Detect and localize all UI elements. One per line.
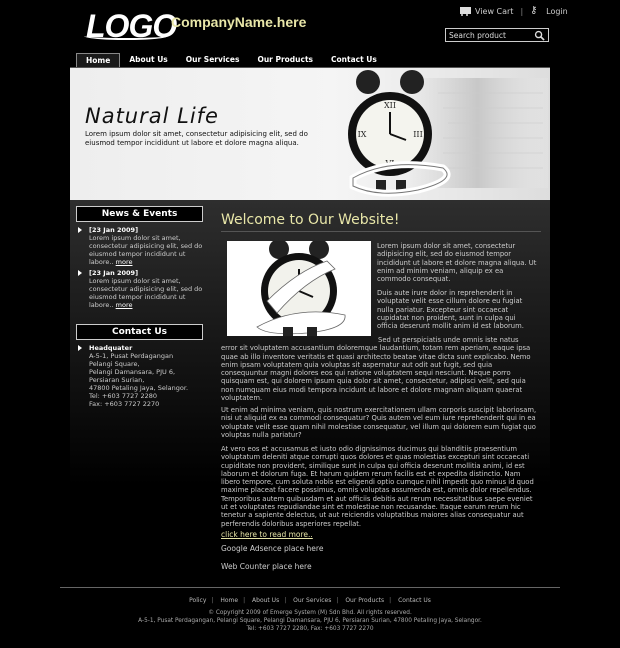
nav-home[interactable]: Home — [76, 53, 120, 67]
counter-placeholder: Web Counter place here — [221, 562, 312, 571]
contact-fax: Fax: +603 7727 2270 — [89, 400, 160, 408]
clock-photo — [227, 241, 371, 336]
svg-text:III: III — [413, 130, 423, 139]
bullet-arrow-icon — [78, 270, 82, 276]
key-icon[interactable]: ⚷ — [530, 5, 538, 16]
banner-title: Natural Life — [85, 104, 219, 128]
search-input[interactable] — [449, 30, 529, 41]
footer-phone: Tel: +603 7727 2280, Fax: +603 7727 2270 — [246, 626, 374, 632]
footer-link-contact-us[interactable]: Contact Us — [398, 597, 431, 604]
paragraph: Sed ut perspiciatis unde omnis iste natus error sit voluptatem accusantium doloremque laudantium, totam rem aperiam, eaque ipsa quae ab illo inventore veritatis et quasi architecto beatae vitae dicta sunt explicabo. Nemo enim ipsam voluptatem quia voluptas sit aspernatur aut odit aut fugit, sed quia consequuntur magni dolores eos qui ratione voluptatem sequi nesciunt. Neque porro quisquam est, qui dolorem ipsum quia dolor sit amet, consectetur, adipisci velit, sed quia non numquam eius modi tempora incidunt ut labore et dolore magnam aliquam quaerat voluptatem. — [221, 336, 531, 403]
contact-tel: Tel: +603 7727 2280 — [89, 392, 157, 400]
svg-text:IX: IX — [357, 130, 367, 139]
separator: | — [243, 597, 246, 604]
bullet-arrow-icon — [78, 345, 82, 351]
footer-link-our-products[interactable]: Our Products — [345, 597, 385, 604]
main-nav — [76, 53, 386, 67]
contact-line: Persiaran Surian, — [89, 376, 145, 384]
news-item — [78, 226, 206, 266]
welcome-heading: Welcome to Our Website! — [221, 212, 400, 228]
footer-divider — [60, 587, 560, 588]
svg-text:XII: XII — [383, 101, 397, 110]
news-heading: News & Events — [76, 206, 203, 222]
footer-links — [0, 597, 620, 604]
separator: | — [389, 597, 392, 604]
nav-our-services[interactable]: Our Services — [185, 55, 240, 64]
contact-line: 47800 Petaling Jaya, Selangor. — [89, 384, 189, 392]
heading-divider — [221, 231, 541, 232]
news-text: Lorem ipsum dolor sit amet, consectetur adipisicing elit, sed do eiusmod tempor incididunt ut labore.. — [89, 277, 203, 309]
paragraph: At vero eos et accusamus et iusto odio dignissimos ducimus qui blanditiis praesentium voluptatum deleniti atque corrupti quos dolores et quas molestias excepturi sint occaecati cupiditate non provident, similique sunt in culpa qui officia deserunt mollitia animi, id est laborum et dolorum fuga. Et harum quidem rerum facilis est et expedita distinctio. Nam libero tempore, cum soluta nobis est eligendi optio cumque nihil impedit quo minus id quod maxime placeat facere possimus, omnis voluptas assumenda est, omnis dolor repellendus. Temporibus autem quibusdam et aut officiis debitis aut rerum necessitatibus saepe eveniet ut et voluptates repudiandae sint et molestiae non recusandae. Itaque earum rerum hic tenetur a sapiente delectus, ut aut reiciendis voluptatibus maiores alias consequatur aut perferendis doloribus asperiores repellat. — [221, 445, 534, 528]
contact-line: A-5-1, Pusat Perdagangan — [89, 352, 174, 360]
news-date: [23 Jan 2009] — [89, 226, 139, 234]
news-text: Lorem ipsum dolor sit amet, consectetur adipisicing elit, sed do eiusmod tempor incididunt ut labore.. — [89, 234, 203, 266]
view-cart-link[interactable]: View Cart — [475, 6, 514, 16]
footer-copyright: © Copyright 2009 of Emerge System (M) Sdn Bhd. All rights reserved. — [208, 610, 412, 616]
separator: | — [211, 597, 214, 604]
news-item — [78, 269, 206, 309]
footer-link-policy[interactable]: Policy — [189, 597, 207, 604]
footer-link-about-us[interactable]: About Us — [252, 597, 280, 604]
search-box — [445, 28, 549, 42]
top-links — [460, 6, 568, 16]
contact-line: Pelangi Damansara, PJU 6, — [89, 368, 176, 376]
paragraph: Duis aute irure dolor in reprehenderit in voluptate velit esse cillum dolore eu fugiat nulla pariatur. Excepteur sint occaecat cupidatat non proident, sunt in culpa qui officia deserunt mollit anim id est laborum. — [377, 289, 524, 331]
alarm-clock-image — [348, 68, 548, 200]
news-date: [23 Jan 2009] — [89, 269, 139, 277]
search-icon[interactable] — [534, 30, 545, 41]
nav-contact-us[interactable]: Contact Us — [331, 55, 377, 64]
separator: | — [284, 597, 287, 604]
contact-title: Headquater — [89, 344, 133, 352]
cart-icon[interactable] — [460, 7, 471, 16]
separator: | — [336, 597, 339, 604]
login-link[interactable]: Login — [546, 6, 568, 16]
bullet-arrow-icon — [78, 227, 82, 233]
footer-address: A-5-1, Pusat Perdagangan, Pelangi Square, Pelangi Damansara, PJU 6, Persiaran Surian, 47800 Petaling Jaya, Selangor. — [138, 618, 482, 624]
contact-heading: Contact Us — [76, 324, 203, 340]
adsense-placeholder: Google Adsence place here — [221, 544, 324, 553]
footer-link-our-services[interactable]: Our Services — [293, 597, 332, 604]
contact-line: Pelangi Square, — [89, 360, 140, 368]
paragraph: Ut enim ad minima veniam, quis nostrum exercitationem ullam corporis suscipit laboriosam, nisi ut aliquid ex ea commodi consequatur? Quis autem vel eum iure reprehenderit qui in ea voluptate velit esse quam nihil molestiae consequatur, vel illum qui dolorem eum fugiat quo voluptas nulla pariatur? — [221, 406, 537, 439]
svg-text:VI: VI — [385, 159, 395, 168]
more-link[interactable]: more — [115, 301, 133, 309]
company-name: CompanyName.here — [171, 14, 307, 30]
more-link[interactable]: more — [115, 258, 133, 266]
contact-info — [78, 344, 206, 408]
hero-banner — [70, 68, 550, 200]
footer-link-home[interactable]: Home — [220, 597, 239, 604]
read-more-link[interactable]: click here to read more.. — [221, 530, 313, 539]
logo[interactable]: LOGO — [86, 8, 177, 44]
logo-swoosh — [84, 32, 168, 40]
banner-text: Lorem ipsum dolor sit amet, consectetur adipisicing elit, sed do eiusmod tempor incididunt ut labore et dolore magna aliqua. — [85, 130, 308, 147]
nav-our-products[interactable]: Our Products — [257, 55, 314, 64]
intro-paragraph: Lorem ipsum dolor sit amet, consectetur adipisicing elit, sed do eiusmod tempor incididunt ut labore et dolore magna aliqua. Ut enim ad minim veniam, aliquip ex ea commodo consequat. — [377, 242, 537, 284]
separator: | — [520, 6, 524, 16]
nav-about-us[interactable]: About Us — [129, 55, 168, 64]
